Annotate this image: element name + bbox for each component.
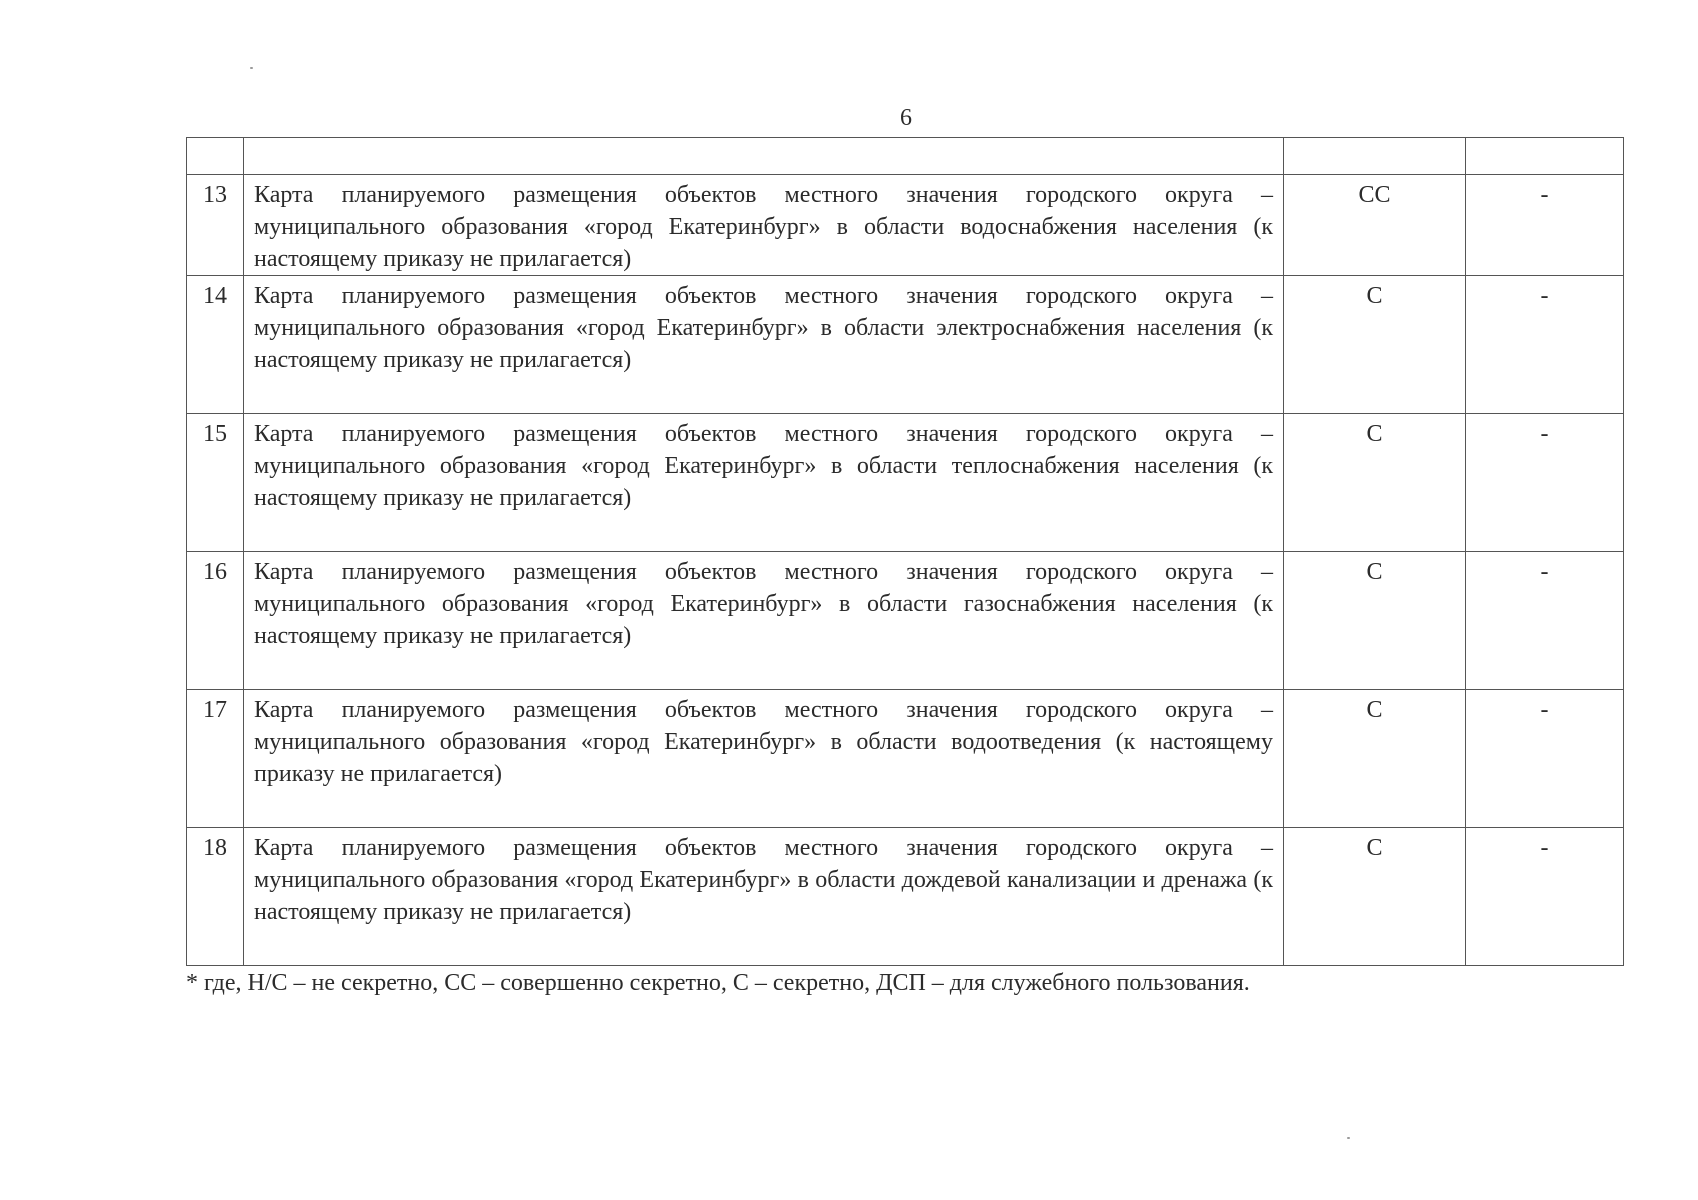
footnote: * где, Н/С – не секретно, СС – совершенно секретно, С – секретно, ДСП – для служебного пользования.: [186, 970, 1250, 996]
row-extra: -: [1466, 690, 1624, 828]
row-description: Карта планируемого размещения объектов местного значения городского округа – муниципального образования «город Екатеринбург» в области водоснабжения населения (к настоящему приказу не прилагается): [244, 175, 1284, 276]
scan-speck: [1347, 1137, 1350, 1139]
table-row: [187, 828, 1624, 966]
table-row: [187, 552, 1624, 690]
header-cell-extra: [1466, 138, 1624, 175]
row-description: Карта планируемого размещения объектов местного значения городского округа – муниципального образования «город Екатеринбург» в области электроснабжения населения (к настоящему приказу не прилагается): [244, 276, 1284, 414]
row-number: 18: [187, 828, 244, 966]
row-description: Карта планируемого размещения объектов местного значения городского округа – муниципального образования «город Екатеринбург» в области газоснабжения населения (к настоящему приказу не прилагается): [244, 552, 1284, 690]
row-description: Карта планируемого размещения объектов местного значения городского округа – муниципального образования «город Екатеринбург» в области дождевой канализации и дренажа (к настоящему приказу не прилагается): [244, 828, 1284, 966]
row-number: 16: [187, 552, 244, 690]
row-classification: С: [1284, 828, 1466, 966]
row-description: Карта планируемого размещения объектов местного значения городского округа – муниципального образования «город Екатеринбург» в области водоотведения (к настоящему приказу не прилагается): [244, 690, 1284, 828]
row-number: 15: [187, 414, 244, 552]
row-classification: СС: [1284, 175, 1466, 276]
header-cell-class: [1284, 138, 1466, 175]
row-extra: -: [1466, 276, 1624, 414]
scan-speck: [250, 67, 253, 69]
row-classification: С: [1284, 414, 1466, 552]
row-extra: -: [1466, 414, 1624, 552]
table-row: [187, 175, 1624, 276]
row-extra: -: [1466, 552, 1624, 690]
page-number: 6: [900, 105, 912, 131]
table-header-row: [187, 138, 1624, 175]
row-number: 17: [187, 690, 244, 828]
row-description: Карта планируемого размещения объектов местного значения городского округа – муниципального образования «город Екатеринбург» в области теплоснабжения населения (к настоящему приказу не прилагается): [244, 414, 1284, 552]
header-cell-num: [187, 138, 244, 175]
row-classification: С: [1284, 276, 1466, 414]
row-extra: -: [1466, 828, 1624, 966]
row-number: 14: [187, 276, 244, 414]
document-table: [186, 137, 1624, 966]
table-row: [187, 414, 1624, 552]
table-row: [187, 690, 1624, 828]
header-cell-text: [244, 138, 1284, 175]
row-extra: -: [1466, 175, 1624, 276]
row-number: 13: [187, 175, 244, 276]
row-classification: С: [1284, 690, 1466, 828]
table-row: [187, 276, 1624, 414]
row-classification: С: [1284, 552, 1466, 690]
